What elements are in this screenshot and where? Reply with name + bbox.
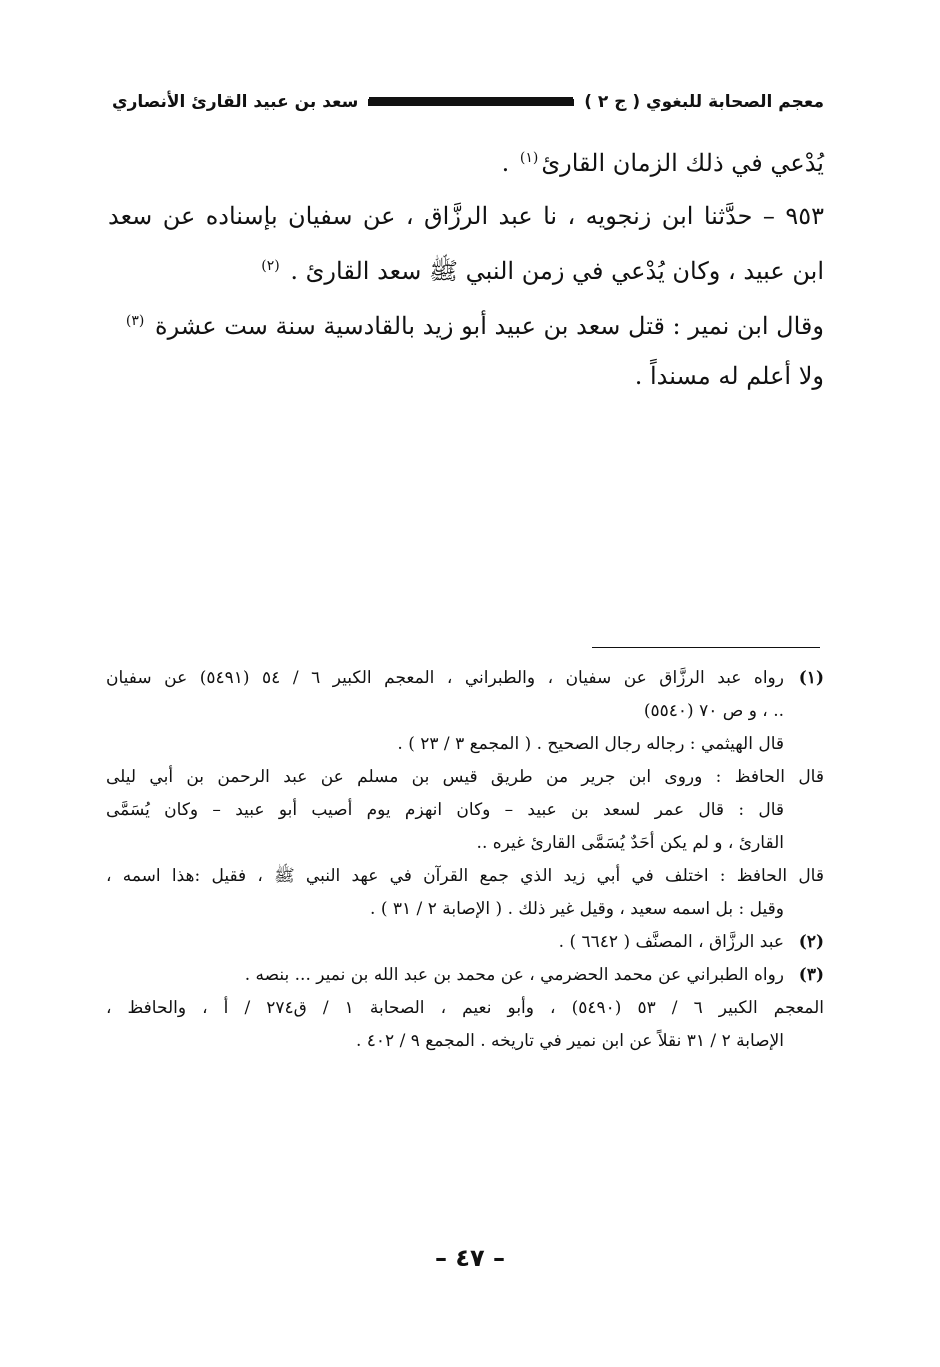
main-text [108, 138, 824, 396]
footnote-2-number: (٢) [798, 932, 824, 952]
footnote-3-line1 [106, 959, 824, 992]
footnote-1-line6: القارئ ، و لم يكن أحَدٌ يُسَمَّى القارئ غيره .. [476, 833, 784, 853]
book-title: معجم الصحابة للبغوي ( ج ٢ ) [584, 92, 824, 112]
running-header [112, 84, 824, 120]
footnote-1-line3: قال الهيثمي : رجاله رجال الصحيح . ( المجمع ٣ / ٢٣ ) . [397, 734, 784, 754]
line1-text: يُدْعي في ذلك الزمان القارئ [541, 149, 824, 177]
page-number: – ٤٧ – [434, 1244, 505, 1272]
footnote-2 [106, 926, 824, 959]
spacer [108, 236, 824, 246]
header-rule [368, 99, 574, 106]
footnote-1-line2: .. ، و ص ٧٠ (٥٥٤٠) [643, 701, 784, 721]
footnote-3 [106, 959, 824, 1058]
footnote-1-line1-text: رواه عبد الرزَّاق عن سفيان ، والطبراني ، المعجم الكبير ٦ / ٥٤ (٥٤٩١) عن سفيان [106, 668, 784, 688]
hadith-953-line2-text: ابن عبيد ، وكان يُدْعي في زمن النبي ﷺ سعد القارئ . [290, 257, 824, 285]
footnote-1-number: (١) [798, 668, 824, 688]
footnote-1-line4: قال الحافظ : وروى ابن جرير من طريق قيس بن مسلم عن عبد الرحمن بن أبي ليلى [106, 767, 824, 787]
footnote-3-line1-text: رواه الطبراني عن محمد الحضرمي ، عن محمد بن عبد الله بن نمير ... بنصه . [244, 965, 784, 985]
footnote-separator [592, 647, 820, 648]
footnote-1-line1 [106, 662, 824, 695]
continuation-line [108, 138, 824, 186]
footnote-3-line3: الإصابة ٢ / ٣١ نقلاً عن ابن نمير في تاريخه . المجمع ٩ / ٤٠٢ . [355, 1031, 784, 1051]
numayr-line2: ولا أعلم له مسنداً . [634, 362, 824, 390]
footnote-1 [106, 662, 824, 926]
footnote-1-line8: وقيل : بل اسمه سعيد ، وقيل غير ذلك . ( الإصابة ٢ / ٣١ ) . [370, 899, 784, 919]
footnote-2-line1 [106, 926, 824, 959]
footnote-1-line5: قال : قال عمر لسعد بن عبيد – وكان انهزم يوم أصيب أبو عبيد – وكان يُسَمَّى [106, 800, 784, 820]
footnote-ref-2: (٢) [261, 258, 280, 274]
footnotes [106, 662, 824, 1058]
footnote-ref-1: (١) [519, 150, 539, 166]
numayr-line1 [108, 301, 824, 346]
entry-title: سعد بن عبيد القارئ الأنصاري [112, 92, 359, 112]
spacer [108, 346, 824, 356]
footnote-3-line2: المعجم الكبير ٦ / ٥٣ (٥٤٩٠) ، وأبو نعيم ، الصحابة ١ / ق٢٧٤ / أ ، والحافظ ، [106, 998, 824, 1018]
spacer [108, 186, 824, 196]
footnote-3-number: (٣) [798, 965, 824, 985]
line1-end: . [501, 149, 510, 177]
hadith-953-line2 [108, 246, 824, 291]
footnote-ref-3: (٣) [125, 313, 145, 329]
footnote-1-line7: قال الحافظ : اختلف في أبي زيد الذي جمع القرآن في عهد النبي ﷺ ، فقيل :هذا اسمه ، [106, 866, 824, 886]
hadith-953-line1: ٩٥٣ – حدَّثنا ابن زنجويه ، نا عبد الرزَّاق ، عن سفيان بإسناده عن سعد [108, 202, 824, 230]
numayr-line1-text: وقال ابن نمير : قتل سعد بن عبيد أبو زيد بالقادسية سنة ست عشرة [155, 312, 824, 340]
footnote-2-line1-text: عبد الرزَّاق ، المصنَّف ( ٦٦٤٢ ) . [558, 932, 784, 952]
spacer [108, 291, 824, 301]
